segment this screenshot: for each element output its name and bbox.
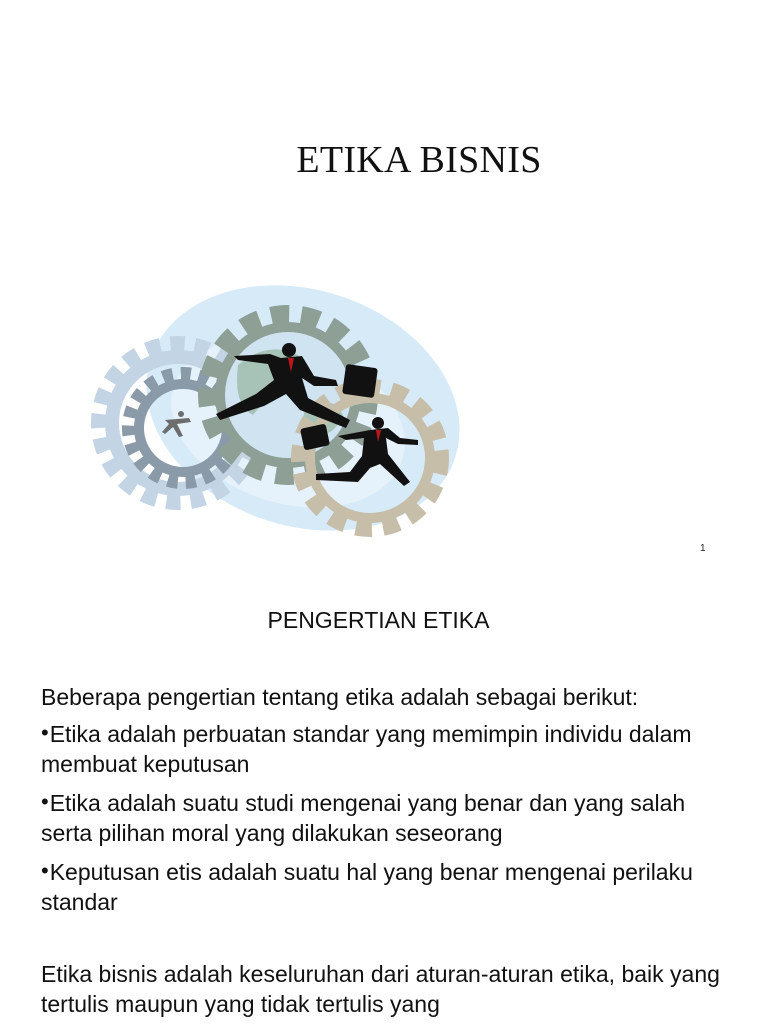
page-number: 1 <box>700 543 706 554</box>
intro-text: Beberapa pengertian tentang etika adalah sebagai berikut: <box>41 684 639 710</box>
definition-paragraph: Etika bisnis adalah keseluruhan dari aturan-aturan etika, baik yang tertulis maupun yang tidak tertulis yang <box>41 961 720 1017</box>
bullet-dot-icon: • <box>41 789 49 814</box>
bullet-item <box>41 856 741 917</box>
bullet-text: Keputusan etis adalah suatu hal yang benar mengenai perilaku standar <box>41 859 693 915</box>
slide-title: ETIKA BISNIS <box>296 139 542 181</box>
section-heading: PENGERTIAN ETIKA <box>267 607 490 633</box>
bullet-text: Etika adalah suatu studi mengenai yang benar dan yang salah serta pilihan moral yang dilakukan seseorang <box>41 790 686 846</box>
body-text <box>41 682 741 1019</box>
bullet-text: Etika adalah perbuatan standar yang memimpin individu dalam membuat keputusan <box>41 721 692 777</box>
businessmen-gears-clipart <box>88 268 468 553</box>
bullet-item <box>41 718 741 779</box>
bullet-dot-icon: • <box>41 858 49 883</box>
bullet-dot-icon: • <box>41 720 49 745</box>
bullet-item <box>41 787 741 848</box>
